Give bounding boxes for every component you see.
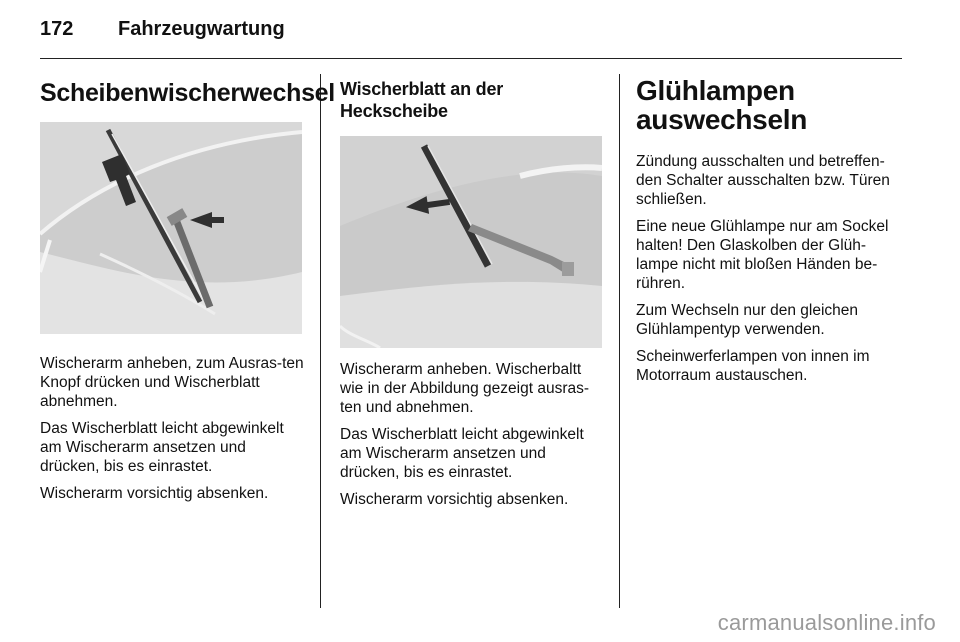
column-divider-1 [320,74,321,608]
windshield-wiper-drawing [40,122,302,334]
section-heading-bulb-replacement [636,76,904,134]
instruction-paragraph: Wischerarm anheben. Wischerbaltt wie in der Abbildung gezeigt ausras-ten und abnehmen. [340,361,590,416]
header-rule [40,58,902,59]
instruction-paragraph: Das Wischerblatt leicht abgewinkelt am Wischerarm ansetzen und drücken, bis es einrastet. [340,426,584,481]
section-heading-line: Heckscheibe [340,101,448,121]
watermark: carmanualsonline.info [717,610,936,635]
section-heading-line: Wischerblatt an der [340,79,504,99]
chapter-title: Fahrzeugwartung [118,18,285,40]
windshield-wiper-illustration [40,122,302,334]
page-header [40,14,902,50]
rear-wiper-illustration [340,136,602,348]
instruction-paragraph: Zum Wechseln nur den gleichen Glühlampentyp verwenden. [636,302,859,338]
instruction-paragraph: Eine neue Glühlampe nur am Sockel halten! Den Glaskolben der Glüh-lampe nicht mit bloßen Händen be-rühren. [636,218,889,292]
instruction-paragraph: Scheinwerferlampen von innen im Motorraum austauschen. [636,348,870,384]
instruction-paragraph: Wischerarm vorsichtig absenken. [40,485,269,502]
instruction-paragraph: Zündung ausschalten und betreffen-den Schalter ausschalten bzw. Türen schließen. [636,153,890,208]
page-number: 172 [40,18,74,40]
section-heading-line: auswechseln [636,104,808,135]
rear-wiper-drawing [340,136,602,348]
section-heading-rear-wiper [340,78,604,122]
instruction-paragraph: Wischerarm anheben, zum Ausras-ten Knopf drücken und Wischerblatt abnehmen. [40,355,304,410]
instruction-paragraph: Wischerarm vorsichtig absenken. [340,491,569,508]
column-3 [636,70,904,393]
section-heading-line: Glühlampen [636,75,795,106]
column-1 [40,70,335,511]
column-divider-2 [619,74,620,608]
instruction-paragraph: Das Wischerblatt leicht abgewinkelt am Wischerarm ansetzen und drücken, bis es einrastet. [40,420,284,475]
column-2 [340,70,604,517]
section-heading-wiper-change: Scheibenwischerwechsel [40,79,335,107]
